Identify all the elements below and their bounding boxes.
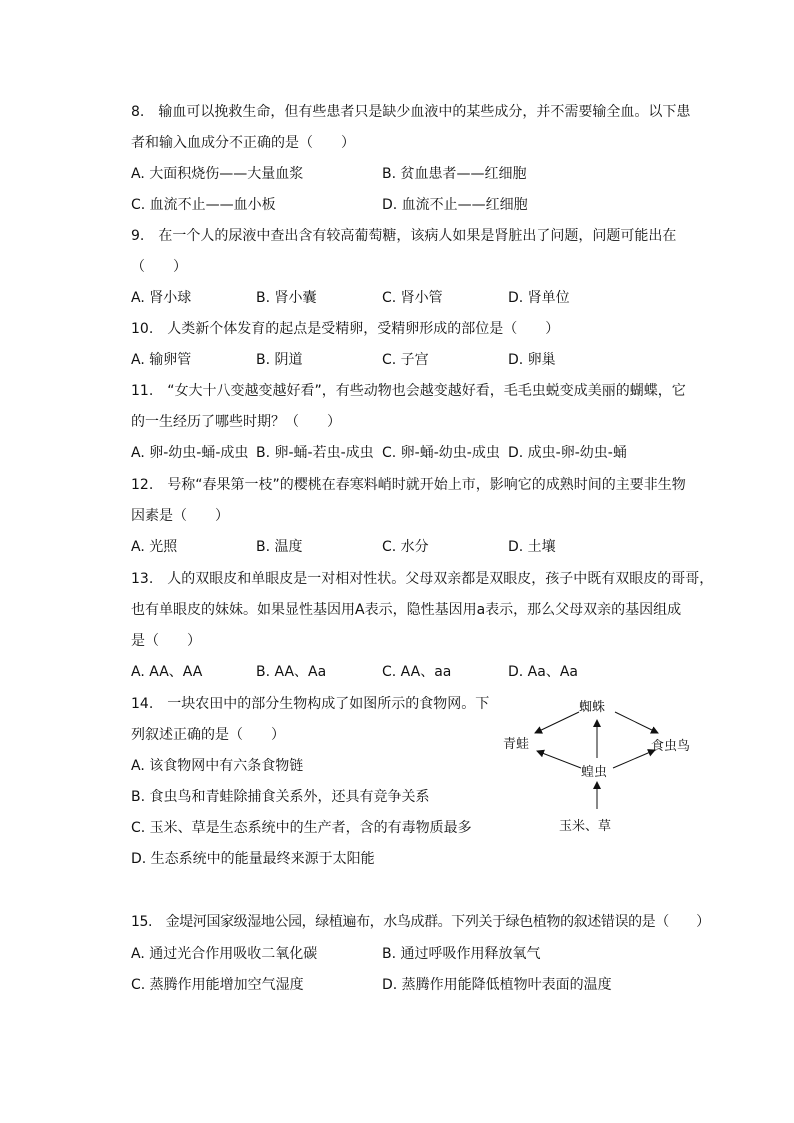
q8-option-a[interactable]: A. 大面积烧伤——大量血浆 (131, 166, 304, 182)
q11-option-a[interactable]: A. 卵-幼虫-蛹-成虫 (131, 445, 249, 461)
q14-option-a[interactable]: A. 该食物网中有六条食物链 (131, 758, 304, 774)
q13-stem-line-2: 也有单眼皮的妹妹。如果显性基因用A表示，隐性基因用a表示，那么父母双亲的基因组成 (131, 602, 682, 618)
q12-option-b[interactable]: B. 温度 (256, 539, 303, 555)
q11-stem-line-1: 11. “女大十八变越变越好看”，有些动物也会越变越好看，毛毛虫蜕变成美丽的蝴蝶，它 (131, 383, 686, 399)
q10-option-d[interactable]: D. 卵巢 (508, 352, 556, 368)
q13-stem-line-1: 13. 人的双眼皮和单眼皮是一对相对性状。父母双亲都是双眼皮，孩子中既有双眼皮的哥哥， (131, 571, 714, 587)
q15-stem-line-1: 15. 金堤河国家级湿地公园，绿植遍布，水鸟成群。下列关于绿色植物的叙述错误的是（ ） (131, 914, 710, 930)
food-web-diagram (495, 690, 705, 840)
q8-option-b[interactable]: B. 贫血患者——红细胞 (382, 166, 527, 182)
q8-option-d[interactable]: D. 血流不止——红细胞 (382, 197, 528, 213)
q14-option-d[interactable]: D. 生态系统中的能量最终来源于太阳能 (131, 851, 375, 867)
q11-option-c[interactable]: C. 卵-蛹-幼虫-成虫 (382, 445, 500, 461)
q15-option-d[interactable]: D. 蒸腾作用能降低植物叶表面的温度 (382, 977, 612, 993)
q10-stem-line-1: 10. 人类新个体发育的起点是受精卵，受精卵形成的部位是（ ） (131, 321, 560, 337)
q9-stem-line-1: 9. 在一个人的尿液中查出含有较高葡萄糖，该病人如果是肾脏出了问题，问题可能出在 (131, 228, 677, 244)
q9-option-c[interactable]: C. 肾小管 (382, 290, 443, 306)
arrow-locust-to-bird (613, 750, 655, 768)
q12-stem-line-2: 因素是（ ） (131, 508, 229, 524)
arrow-locust-to-frog (537, 751, 581, 768)
q11-stem-line-2: 的一生经历了哪些时期？（ ） (131, 414, 341, 430)
q13-option-b[interactable]: B. AA、Aa (256, 664, 327, 680)
q12-stem-line-1: 12. 号称“春果第一枝”的樱桃在春寒料峭时就开始上市，影响它的成熟时间的主要非生物 (131, 477, 686, 493)
q10-option-a[interactable]: A. 输卵管 (131, 352, 192, 368)
node-bird: 食虫鸟 (651, 739, 691, 754)
q11-option-b[interactable]: B. 卵-蛹-若虫-成虫 (256, 445, 374, 461)
node-spider: 蜘蛛 (579, 700, 606, 715)
q15-option-a[interactable]: A. 通过光合作用吸收二氧化碳 (131, 946, 318, 962)
q13-option-c[interactable]: C. AA、aa (382, 664, 452, 680)
q8-stem-line-2: 者和输入血成分不正确的是（ ） (131, 135, 355, 151)
node-locust: 蝗虫 (581, 765, 608, 780)
q8-option-c[interactable]: C. 血流不止——血小板 (131, 197, 276, 213)
q8-stem-line-1: 8. 输血可以挽救生命，但有些患者只是缺少血液中的某些成分，并不需要输全血。以下患 (131, 104, 691, 120)
q9-option-b[interactable]: B. 肾小囊 (256, 290, 317, 306)
q10-option-c[interactable]: C. 子宫 (382, 352, 429, 368)
q14-option-b[interactable]: B. 食虫鸟和青蛙除捕食关系外，还具有竞争关系 (131, 789, 430, 805)
q15-option-c[interactable]: C. 蒸腾作用能增加空气湿度 (131, 977, 304, 993)
q12-option-a[interactable]: A. 光照 (131, 539, 178, 555)
q10-option-b[interactable]: B. 阴道 (256, 352, 303, 368)
q11-option-d[interactable]: D. 成虫-卵-幼虫-蛹 (508, 445, 627, 461)
q13-stem-line-3: 是（ ） (131, 633, 201, 649)
q14-stem-line-1: 14. 一块农田中的部分生物构成了如图所示的食物网。下 (131, 696, 490, 712)
q12-option-c[interactable]: C. 水分 (382, 539, 429, 555)
q13-option-d[interactable]: D. Aa、Aa (508, 664, 578, 680)
q13-option-a[interactable]: A. AA、AA (131, 664, 203, 680)
arrow-spider-to-frog (535, 712, 579, 733)
q14-stem-line-2: 列叙述正确的是（ ） (131, 727, 285, 743)
q9-option-a[interactable]: A. 肾小球 (131, 290, 192, 306)
q9-option-d[interactable]: D. 肾单位 (508, 290, 570, 306)
q14-option-c[interactable]: C. 玉米、草是生态系统中的生产者，含的有毒物质最多 (131, 820, 472, 836)
q12-option-d[interactable]: D. 土壤 (508, 539, 556, 555)
node-producer: 玉米、草 (559, 819, 612, 834)
node-frog: 青蛙 (503, 737, 530, 752)
arrow-spider-to-bird (615, 712, 658, 733)
q15-option-b[interactable]: B. 通过呼吸作用释放氧气 (382, 946, 541, 962)
q9-stem-line-2: （ ） (131, 259, 187, 275)
